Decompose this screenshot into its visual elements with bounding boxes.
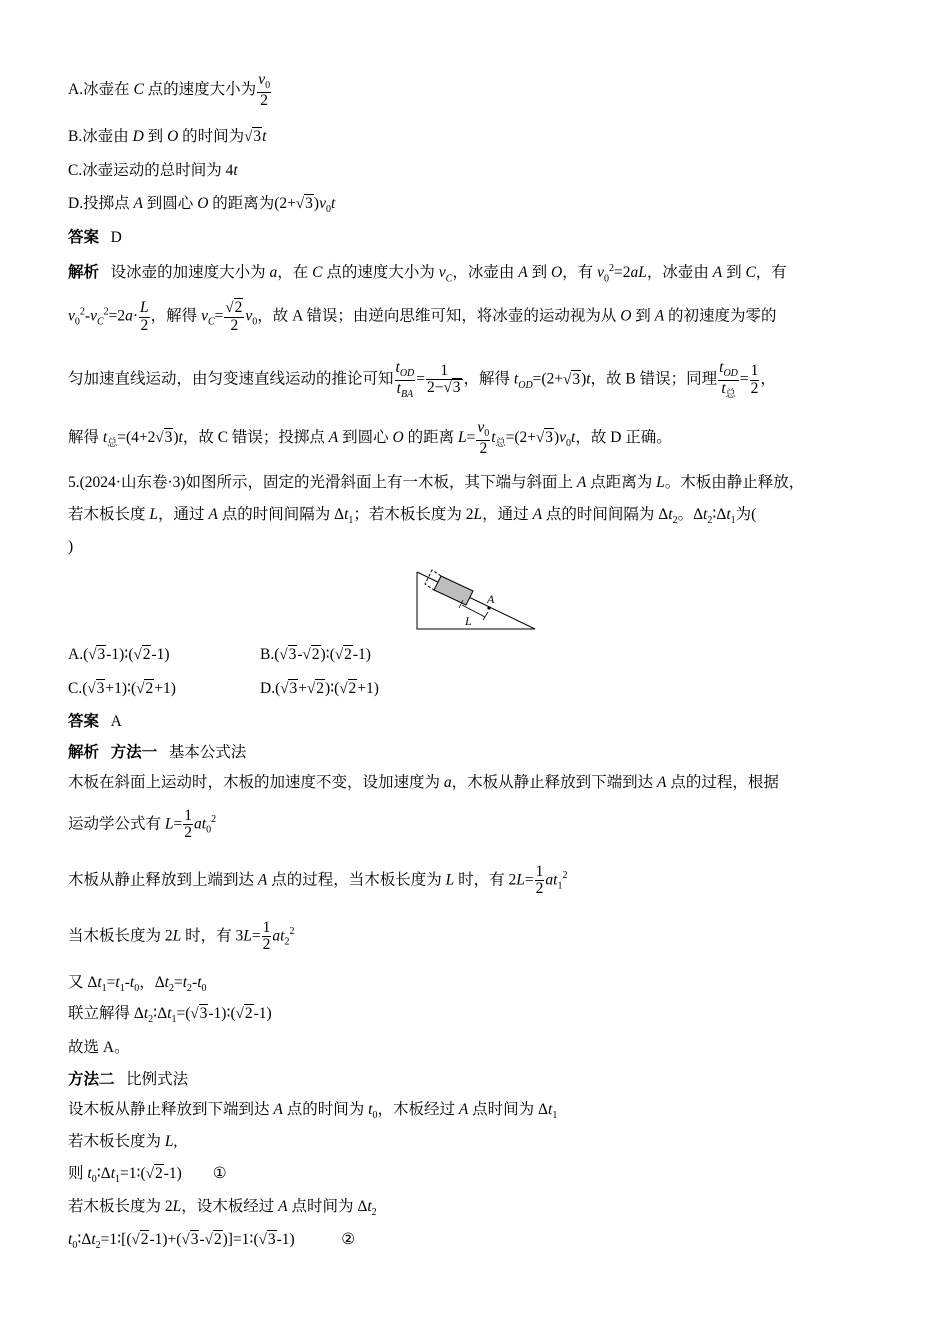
q4-analysis-line2: $v_0^2-v_C^2=2a\cdot$ $\frac{L}{2}$ ，解得 $v_C=$ $\frac{√2}{2}$ $v_0$，故 A 错误；由逆向思维可知，将冰壶的运动视为从 O 到 A 的初速度为零的: [68, 299, 777, 334]
m1-line6: 联立解得 $\Delta t_2∶\Delta t_1=(√3-1)∶(√2-1)$: [68, 1005, 272, 1026]
m2-line2: 若木板长度为 L,: [68, 1133, 178, 1150]
m2-line1: 设木板从静止释放到下端到达 A 点的时间为 $t_0$，木板经过 A 点时间为 $\Delta t_1$: [68, 1101, 558, 1122]
q4-option-b: B.冰壶由 D 到 O 的时间为√3t: [68, 128, 267, 145]
distance-l-label: L: [465, 614, 472, 628]
m2-line4: 若木板长度为 2L，设木板经过 A 点时间为 $\Delta t_2$: [68, 1198, 377, 1219]
q5-option-c: C.(√3+1)∶(√2+1): [68, 680, 176, 697]
method2-header: 方法二 比例式法: [68, 1071, 189, 1088]
q5-answer: [68, 713, 122, 732]
q5-stem-line1: 5.(2024·山东卷·3)如图所示，固定的光滑斜面上有一木板，其下端与斜面上 A 点距离为 L。木板由静止释放，: [68, 474, 805, 491]
q5-stem-line2: 若木板长度 L，通过 A 点的时间间隔为 $\Delta t_1$；若木板长度为 2L，通过 A 点的时间间隔为 $\Delta t_2$。$\Delta t_2∶\Delta t_1$为(: [68, 506, 757, 527]
wooden-board: [425, 570, 473, 605]
m1-line4: 当木板长度为 2L 时，有 3L= $\frac{1}{2}$ $at_2^2$: [68, 919, 295, 954]
m1-line7: 故选 A。: [68, 1039, 130, 1056]
q5-analysis-header: 解析 方法一 基本公式法: [68, 744, 247, 761]
m2-line3: 则 $t_0∶\Delta t_1=1∶(√2-1)$ ①: [68, 1165, 227, 1186]
m1-line1: 木板在斜面上运动时，木板的加速度不变，设加速度为 a，木板从静止释放到下端到达 A 点的过程，根据: [68, 774, 779, 791]
m2-line5: $t_0∶\Delta t_2=1∶[(√2-1)+(√3-√2)]=1∶(√3-1)$ ②: [68, 1231, 356, 1252]
answer-label: 答案: [68, 713, 100, 730]
m1-line3: 木板从静止释放到上端到达 A 点的过程，当木板长度为 L 时，有 2L= $\frac{1}{2}$ $at_1^2$: [68, 863, 568, 898]
q4-analysis-line3: 匀加速直线运动，由匀变速直线运动的推论可知 $\frac{t_{OD}}{t_{BA}}$ = $\frac{1}{2-√3}$ ，解得 $t_{OD}=(2+√3)t$，故 B 错误；同理 $\frac{t_{OD}}{t_总}$ = $\frac{1}{2}$ ，: [68, 359, 776, 400]
q4-analysis-line4: 解得 $t_总=(4+2√3)t$，故 C 错误；投掷点 A 到圆心 O 的距离 L= $\frac{v_0}{2}$ $t_总=(2+√3)v_0t$，故 D 正确。: [68, 419, 672, 457]
incline-outline: [417, 572, 535, 629]
incline-figure: [410, 562, 545, 634]
m1-line5: 又 $\Delta t_1=t_1-t_0$，$\Delta t_2=t_2-t_0$: [68, 974, 207, 995]
answer-value: A: [110, 713, 122, 730]
q4-option-a: A.冰壶在 C 点的速度大小为 $\frac{v_0}{2}$: [68, 71, 271, 109]
q5-option-d: D.(√3+√2)∶(√2+1): [260, 680, 379, 697]
q4-answer: [68, 229, 122, 248]
answer-value: D: [110, 229, 122, 246]
equation-marker-1: ①: [212, 1165, 227, 1182]
answer-label: 答案: [68, 229, 100, 246]
q5-option-a: A.(√3-1)∶(√2-1): [68, 646, 170, 663]
q4-option-c: C.冰壶运动的总时间为 4t: [68, 162, 238, 179]
q4-option-d: D.投掷点 A 到圆心 O 的距离为$(2+√3)v_0t$: [68, 195, 336, 216]
point-a-label: A: [487, 592, 495, 606]
q4-analysis-line1: 解析 设冰壶的加速度大小为 a，在 C 点的速度大小为 $v_C$，冰壶由 A 到 O，有 $v_0^2=2aL$，冰壶由 A 到 C，有: [68, 263, 787, 285]
equation-marker-2: ②: [341, 1231, 356, 1248]
m1-line2: 运动学公式有 L= $\frac{1}{2}$ $at_0^2$: [68, 807, 217, 842]
q5-stem-line3: ): [68, 538, 74, 555]
point-a-marker: [487, 606, 490, 609]
q5-option-b: B.(√3-√2)∶(√2-1): [260, 646, 371, 663]
